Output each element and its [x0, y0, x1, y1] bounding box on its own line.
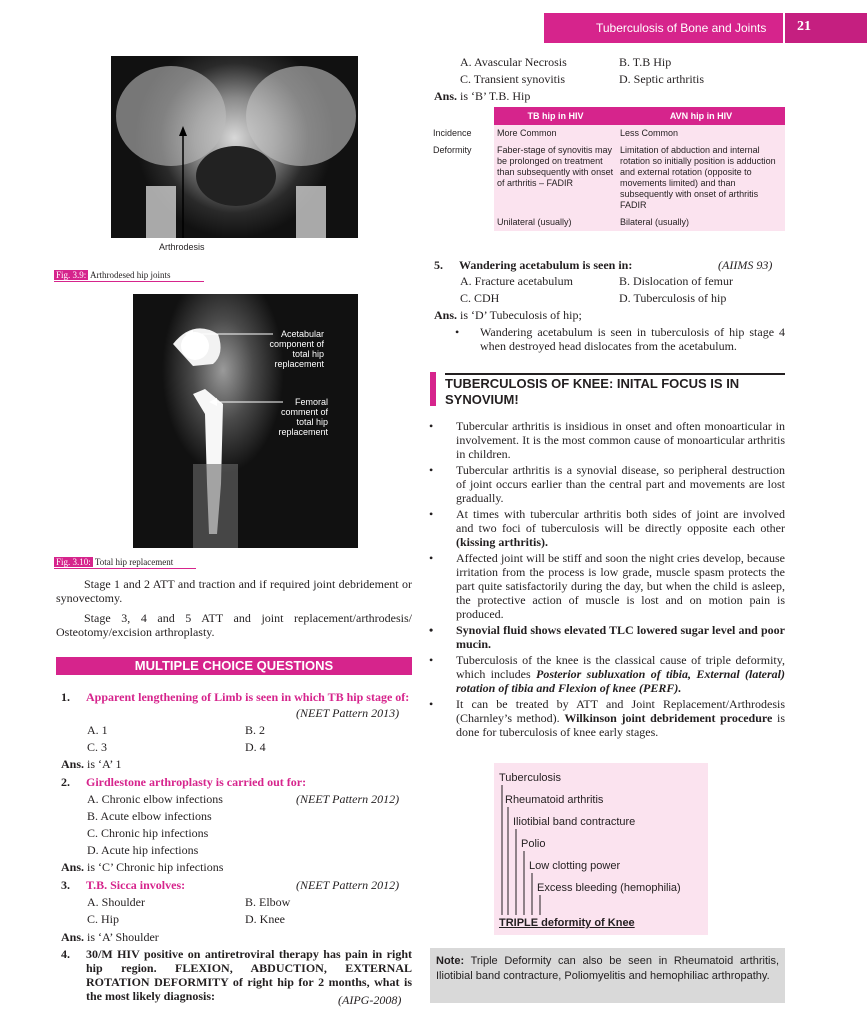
q4-answer: [434, 89, 530, 103]
knee-b7-bold: Wilkinson joint debridement procedure: [564, 711, 773, 725]
q3-answer-label: Ans.: [61, 930, 85, 944]
q3-option-a: A. Shoulder: [87, 895, 145, 909]
q4-option-c: C. Transient synovitis: [460, 72, 566, 86]
list-item: [429, 653, 785, 695]
knee-b3-text: At times with tubercular arthritis both sides of joint are involved and two foci of tuberculosis will be directly opposite each other: [456, 507, 785, 535]
knee-bullet-list: [429, 419, 785, 739]
q5-number: 5.: [434, 258, 443, 272]
q4-option-d: D. Septic arthritis: [619, 72, 704, 86]
note-box: [430, 948, 785, 1003]
q2-option-c: C. Chronic hip infections: [87, 826, 209, 840]
q5-answer: [434, 308, 582, 322]
q5-option-d: D. Tuberculosis of hip: [619, 291, 727, 305]
list-item: [429, 697, 785, 739]
table-cell: [430, 214, 494, 231]
table-header-cell: TB hip in HIV: [494, 107, 617, 125]
mnemonic-footer: TRIPLE deformity of Knee: [499, 917, 635, 929]
q3-number: 3.: [61, 878, 70, 892]
q3-option-b: B. Elbow: [245, 895, 291, 909]
fig-3-10-caption: [54, 557, 196, 569]
q1-option-b: B. 2: [245, 723, 266, 737]
q1-option-d: D. 4: [245, 740, 266, 754]
list-item: • Tubercular arthritis is a synovial disease, so peripheral destruction of joint occurs earlier than the central part and movements are lost gradually.: [429, 463, 785, 505]
knee-b7-post: is done for tuberculosis of knee early stages.: [456, 711, 786, 739]
stage-3-5-paragraph: Stage 3, 4 and 5 ATT and joint replacement/arthrodesis/ Osteotomy/excision arthroplasty.: [56, 611, 412, 639]
q5-option-b: B. Dislocation of femur: [619, 274, 733, 288]
q1-answer-label: Ans.: [61, 757, 85, 771]
table-cell: Faber-stage of synovitis may be prolonged on treatment than subsequently with onset of arthritis – FADIR: [494, 142, 617, 214]
q2-answer-label: Ans.: [61, 860, 85, 874]
knee-b6-text: Tuberculosis of the knee is the classical cause of triple deformity, which includes: [456, 653, 785, 681]
section-title-bar: [430, 372, 436, 406]
knee-b6-bold: Posterior subluxation of tibia, External (lateral) rotation of tibia and Flexion of knee (PERF).: [456, 667, 786, 695]
table-header-row: [430, 107, 785, 125]
tb-vs-avn-table: [430, 107, 785, 231]
mnemonic-item-polio: Polio: [521, 838, 546, 850]
q5-option-c: C. CDH: [460, 291, 500, 305]
q5-option-a: A. Fracture acetabulum: [460, 274, 573, 288]
q4-ref: (AIPG-2008): [338, 993, 402, 1007]
q5-answer-text: is ‘D’ Tubeculosis of hip;: [460, 308, 582, 322]
q2-option-d: D. Acute hip infections: [87, 843, 199, 857]
q1-answer: [61, 757, 121, 771]
q1-text: Apparent lengthening of Limb is seen in which TB hip stage of:: [86, 690, 410, 704]
knee-b7-text: It can be treated by ATT and Joint Replacement/Arthrodesis (Charnley’s method).: [456, 697, 785, 725]
mnemonic-item-low-clotting: Low clotting power: [529, 860, 621, 872]
q1-number: 1.: [61, 690, 70, 704]
triple-deformity-mnemonic: [494, 763, 708, 935]
table-cell: Limitation of abduction and internal rotation so initially position is adduction and external rotation (opposite to movements limited) and than subsequently with onset of arthritis FADIR: [617, 142, 785, 214]
q3-answer-text: is ‘A’ Shoulder: [87, 930, 159, 944]
header-title: Tuberculosis of Bone and Joints: [596, 21, 767, 35]
q2-ref: (NEET Pattern 2012): [296, 792, 400, 806]
mnemonic-item-iliotibial: Iliotibial band contracture: [513, 816, 636, 828]
mnemonic-item-excess-bleeding: Excess bleeding (hemophilia): [537, 882, 681, 894]
q5-bullet-list: [455, 325, 785, 353]
femoral-label: Femoral comment of total hip replacement: [278, 397, 328, 437]
q3-ref: (NEET Pattern 2012): [296, 878, 400, 892]
q3-option-d: D. Knee: [245, 912, 285, 926]
q1-ref: (NEET Pattern 2013): [296, 706, 400, 720]
q4-text: 30/M HIV positive on antiretroviral therapy has pain in right hip region. FLEXION, ABDUCTION, EXTERNAL ROTATION DEFORMITY of right hip for 2 months, what is the most likely diagnosis:: [86, 947, 412, 1003]
q2-text: Girdlestone arthroplasty is carried out for:: [86, 775, 307, 789]
q2-option-b: B. Acute elbow infections: [87, 809, 212, 823]
mnemonic-item-tuberculosis: Tuberculosis: [499, 772, 561, 784]
q1-option-c: C. 3: [87, 740, 108, 754]
page-header: [544, 13, 867, 43]
q5-answer-label: Ans.: [434, 308, 458, 322]
stage-1-2-paragraph: Stage 1 and 2 ATT and traction and if required joint debridement or synovectomy.: [56, 577, 412, 605]
list-item: • Affected joint will be stiff and soon the night cries develop, because irritation from the process is low grade, muscle spasm protects the part quite satisfactorily during the day, but when the child is asleep, the protective action of muscle is lost and on motion pain is produced.: [429, 551, 785, 621]
fig-3-9-text: Arthrodesed hip joints: [90, 270, 171, 280]
q2-answer: [61, 860, 223, 874]
q3-option-c: C. Hip: [87, 912, 120, 926]
q2-option-a: A. Chronic elbow infections: [87, 792, 223, 806]
list-item: • Synovial fluid shows elevated TLC lowered sugar level and poor mucin.: [429, 623, 785, 651]
mcq-section-title: MULTIPLE CHOICE QUESTIONS: [56, 657, 412, 675]
page-number: 21: [783, 13, 867, 43]
q4-option-b: B. T.B Hip: [619, 55, 672, 69]
q2-answer-text: is ‘C’ Chronic hip infections: [87, 860, 224, 874]
note-text: Triple Deformity can also be seen in Rheumatoid arthritis, Iliotibial band contracture, Poliomyelitis and hemophiliac arthropathy.: [436, 955, 780, 982]
table-cell: Less Common: [617, 125, 785, 142]
list-item: [429, 507, 785, 549]
q4-option-a: A. Avascular Necrosis: [460, 55, 567, 69]
fig-3-9-caption: [54, 270, 204, 282]
table-cell: Unilateral (usually): [494, 214, 617, 231]
list-item: • Tubercular arthritis is insidious in onset and often monoarticular in involvement. It is the most common cause of monoarticular arthritis in children.: [429, 419, 785, 461]
q4-number: 4.: [61, 947, 70, 961]
arthrodesis-label: Arthrodesis: [159, 242, 205, 252]
q3-answer: [61, 930, 159, 944]
q2-number: 2.: [61, 775, 70, 789]
q3-text: T.B. Sicca involves:: [86, 878, 186, 892]
q4-answer-label: Ans.: [434, 89, 458, 103]
table-cell: Incidence: [430, 125, 494, 142]
table-cell: More Common: [494, 125, 617, 142]
q1-option-a: A. 1: [87, 723, 108, 737]
list-item: • Wandering acetabulum is seen in tuberculosis of hip stage 4 when destroyed head dislocates from the acetabulum.: [455, 325, 785, 353]
table-row: [430, 214, 785, 231]
table-row: [430, 142, 785, 214]
xray-arthrodesed-hip: [111, 56, 358, 238]
note-label: Note:: [436, 955, 465, 967]
acetabular-label: Acetabular component of total hip replacement: [269, 329, 324, 369]
q1-answer-text: is ‘A’ 1: [87, 757, 122, 771]
pelvis-xray-drawing: [111, 56, 358, 238]
mnemonic-item-rheumatoid: Rheumatoid arthritis: [505, 794, 604, 806]
q5-text: Wandering acetabulum is seen in:: [459, 258, 633, 272]
table-header-cell: AVN hip in HIV: [617, 107, 785, 125]
table-cell: Bilateral (usually): [617, 214, 785, 231]
knee-b3-bold: (kissing arthritis).: [456, 535, 549, 549]
table-header-cell: [430, 107, 494, 125]
table-cell: Deformity: [430, 142, 494, 214]
q4-answer-text: is ‘B’ T.B. Hip: [460, 89, 531, 103]
fig-3-10-text: Total hip replacement: [94, 557, 174, 567]
q5-ref: (AIIMS 93): [718, 258, 773, 272]
fig-3-10-number: Fig. 3.10:: [56, 557, 91, 567]
fig-3-9-number: Fig. 3.9:: [56, 270, 87, 280]
table-row: [430, 125, 785, 142]
knee-section-title: TUBERCULOSIS OF KNEE: INITAL FOCUS IS IN SYNOVIUM!: [445, 373, 785, 408]
